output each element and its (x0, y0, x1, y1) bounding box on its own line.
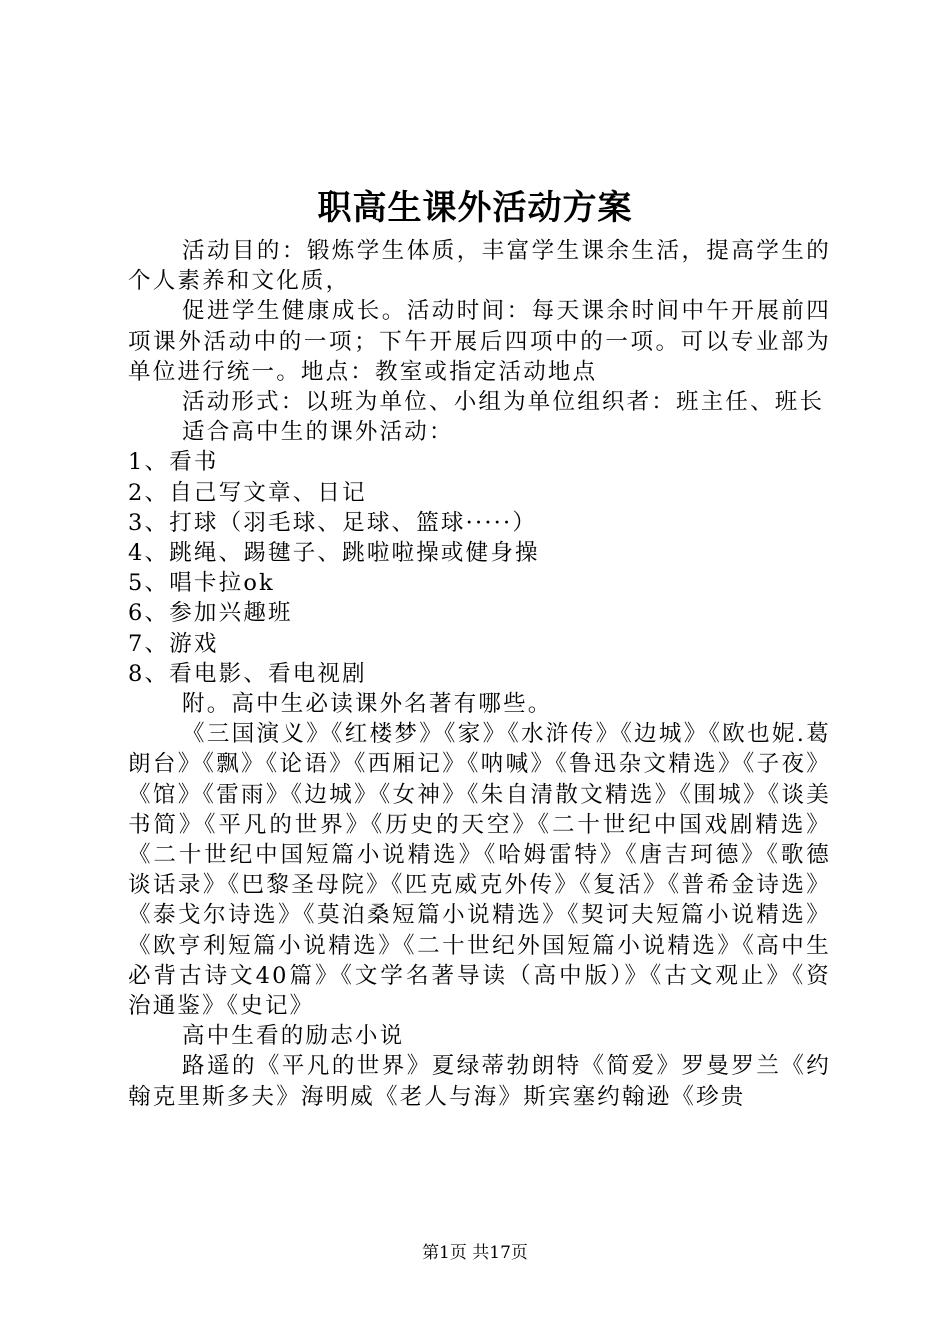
form-paragraph: 活动形式：以班为单位、小组为单位组织者：班主任、班长 (182, 389, 825, 416)
page-footer: 第1页 共17页 (422, 1243, 528, 1263)
activity-item: 1、看书 (128, 449, 219, 476)
activity-item: 4、跳绳、踢毽子、跳啦啦操或健身操 (128, 540, 540, 567)
suitable-activities-heading: 适合高中生的课外活动： (182, 419, 454, 446)
document-title: 职高生课外活动方案 (317, 188, 633, 228)
purpose-paragraph: 活动目的：锻炼学生体质，丰富学生课余生活，提高学生的个人素养和文化质， (128, 238, 831, 295)
activity-item: 5、唱卡拉ok (128, 570, 275, 597)
activity-item: 2、自己写文章、日记 (128, 479, 367, 506)
inspirational-books-paragraph: 路遥的《平凡的世界》夏绿蒂勃朗特《简爱》罗曼罗兰《约翰克里斯多夫》海明威《老人与海》斯宾塞约翰逊《珍贵 (128, 1053, 831, 1110)
activity-item: 3、打球（羽毛球、足球、篮球·····） (128, 509, 538, 536)
activity-item: 8、看电影、看电视剧 (128, 660, 367, 687)
must-read-books-paragraph: 《三国演义》《红楼梦》《家》《水浒传》《边城》《欧也妮.葛朗台》《飘》《论语》《西厢记》《呐喊》《鲁迅杂文精选》《子夜》《馆》《雷雨》《边城》《女神》《朱自清散文精选》《围城》《谈美书简》《平凡的世界》《历史的天空》《二十世纪中国戏剧精选》《二十世纪中国短篇小说精选》《哈姆雷特》《唐吉珂德》《歌德谈话录》《巴黎圣母院》《匹克威克外传》《复活》《普希金诗选》《泰戈尔诗选》《莫泊桑短篇小说精选》《契诃夫短篇小说精选》《欧亨利短篇小说精选》《二十世纪外国短篇小说精选》《高中生必背古诗文40篇》《文学名著导读（高中版）》《古文观止》《资治通鉴》《史记》 (128, 721, 831, 1020)
activity-item: 6、参加兴趣班 (128, 600, 293, 627)
time-place-paragraph: 促进学生健康成长。活动时间：每天课余时间中午开展前四项课外活动中的一项；下午开展后四项中的一项。可以专业部为单位进行统一。地点：教室或指定活动地点 (128, 298, 831, 385)
activity-item: 7、游戏 (128, 630, 219, 657)
document-body (128, 236, 831, 1112)
inspirational-heading: 高中生看的励志小说 (182, 1023, 405, 1050)
appendix-heading: 附。高中生必读课外名著有哪些。 (182, 691, 553, 718)
